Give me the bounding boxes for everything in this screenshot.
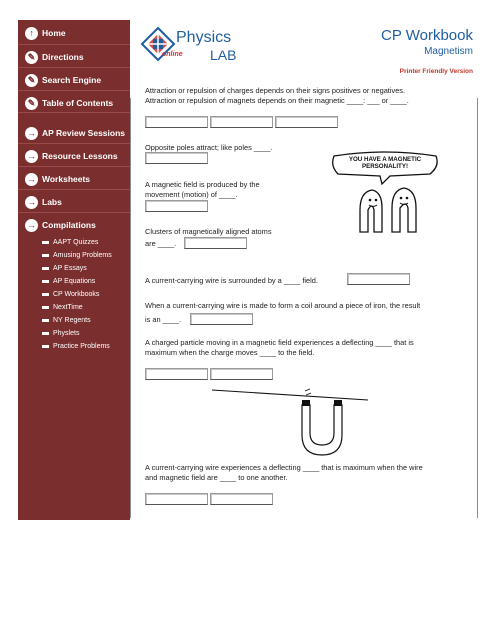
question-1-line-2: Attraction or repulsion of magnets depends on their magnetic ____: ___ or ____.: [145, 96, 409, 105]
nav-divider: [18, 90, 130, 91]
right-arrow-icon: →: [27, 150, 36, 161]
cartoon-speech: YOU HAVE A MAGNETIC PERSONALITY!: [348, 156, 422, 171]
answer-field[interactable]: [210, 116, 273, 128]
answer-field[interactable]: [184, 237, 247, 249]
answer-field[interactable]: [145, 493, 208, 505]
nav-resource-lessons[interactable]: [18, 147, 118, 165]
content-border-right: [477, 98, 478, 518]
nav-divider: [18, 143, 130, 144]
question-4-line-1: Clusters of magnetically aligned atoms: [145, 227, 272, 236]
bullet-icon: [42, 293, 49, 296]
nav-ap-review-sessions-label: AP Review Sessions: [42, 128, 125, 138]
wrench-icon: ✎: [25, 74, 38, 87]
content-border-left: [130, 98, 131, 518]
sub-ap-essays[interactable]: [42, 263, 87, 274]
question-6-line-2: is an ____.: [145, 315, 182, 324]
sub-aapt-quizzes[interactable]: [42, 237, 98, 248]
answer-field[interactable]: [190, 313, 253, 325]
up-arrow-icon: ↑: [25, 27, 38, 40]
nav-divider: [18, 166, 130, 167]
answer-field[interactable]: [145, 368, 208, 380]
answer-field[interactable]: [275, 116, 338, 128]
question-2: Opposite poles attract; like poles ____.: [145, 143, 273, 152]
bullet-icon: [42, 345, 49, 348]
bullet-icon: [42, 306, 49, 309]
question-6-line-1: When a current-carrying wire is made to form a coil around a piece of iron, the result: [145, 301, 421, 310]
nav-labs[interactable]: [18, 193, 62, 211]
sub-nexttime-label: NextTime: [53, 304, 83, 311]
sub-nexttime[interactable]: [42, 302, 83, 313]
logo-emblem-icon: [140, 26, 176, 66]
logo-online-text: online: [162, 51, 183, 58]
nav-search-engine-label: Search Engine: [42, 75, 102, 85]
bullet-icon: [42, 254, 49, 257]
bullet-icon: [42, 332, 49, 335]
answer-field[interactable]: [145, 200, 208, 212]
magnetic-personality-cartoon: [330, 150, 440, 238]
question-8-line-2: and magnetic field are ____ to one another.: [145, 473, 288, 482]
answer-field[interactable]: [210, 368, 273, 380]
logo-lab-text: LAB: [210, 47, 237, 63]
nav-compilations[interactable]: [18, 216, 96, 234]
nav-worksheets-label: Worksheets: [42, 174, 91, 184]
sub-physlets[interactable]: [42, 328, 79, 339]
bullet-icon: [42, 319, 49, 322]
page-subtitle: Magnetism: [424, 46, 473, 57]
right-arrow-icon: →: [27, 219, 36, 230]
physics-lab-logo[interactable]: [140, 26, 280, 66]
question-5: A current-carrying wire is surrounded by a ____ field.: [145, 276, 318, 285]
nav-directions[interactable]: [18, 48, 84, 66]
sub-ny-regents[interactable]: [42, 315, 91, 326]
wrench-icon: ✎: [25, 51, 38, 64]
bullet-icon: [42, 241, 49, 244]
nav-table-of-contents[interactable]: [18, 94, 113, 112]
sub-practice-problems-label: Practice Problems: [53, 343, 110, 350]
sub-physlets-label: Physlets: [53, 330, 80, 337]
nav-worksheets[interactable]: [18, 170, 90, 188]
question-3-line-2: movement (motion) of ____.: [145, 190, 238, 199]
sub-ap-equations-label: AP Equations: [53, 278, 96, 285]
horseshoe-magnet-drawing: [210, 385, 370, 460]
nav-divider: [18, 189, 130, 190]
nav-divider: [18, 212, 130, 213]
nav-compilations-label: Compilations: [42, 220, 96, 230]
sub-ap-essays-label: AP Essays: [53, 265, 87, 272]
sub-cp-workbooks-label: CP Workbooks: [53, 291, 100, 298]
nav-search-engine[interactable]: [18, 71, 101, 89]
nav-divider: [18, 44, 130, 45]
sub-cp-workbooks[interactable]: [42, 289, 99, 300]
nav-table-of-contents-label: Table of Contents: [42, 98, 114, 108]
sidebar-nav: [18, 20, 130, 520]
sub-ap-equations[interactable]: [42, 276, 95, 287]
nav-ap-review-sessions[interactable]: [18, 124, 125, 142]
answer-field[interactable]: [145, 152, 208, 164]
answer-field[interactable]: [210, 493, 273, 505]
question-4-line-2: are ____.: [145, 239, 177, 248]
sub-ny-regents-label: NY Regents: [53, 317, 91, 324]
sub-practice-problems[interactable]: [42, 341, 110, 352]
question-7-line-2: maximum when the charge moves ____ to the field.: [145, 348, 315, 357]
nav-home[interactable]: [18, 24, 66, 42]
nav-home-label: Home: [42, 28, 66, 38]
bullet-icon: [42, 280, 49, 283]
nav-directions-label: Directions: [42, 52, 84, 62]
sub-amusing-problems[interactable]: [42, 250, 112, 261]
question-1-line-1: Attraction or repulsion of charges depends on their signs positives or negatives.: [145, 86, 406, 95]
printer-friendly-link[interactable]: Printer Friendly Version: [399, 68, 473, 75]
answer-field[interactable]: [145, 116, 208, 128]
bullet-icon: [42, 267, 49, 270]
wrench-icon: ✎: [25, 97, 38, 110]
question-3-line-1: A magnetic field is produced by the: [145, 180, 260, 189]
right-arrow-icon: →: [27, 127, 36, 138]
nav-labs-label: Labs: [42, 197, 62, 207]
answer-field[interactable]: [347, 273, 410, 285]
sub-aapt-quizzes-label: AAPT Quizzes: [53, 239, 99, 246]
question-7-line-1: A charged particle moving in a magnetic field experiences a deflecting ____ that is: [145, 338, 414, 347]
nav-resource-lessons-label: Resource Lessons: [42, 151, 118, 161]
sub-amusing-problems-label: Amusing Problems: [53, 252, 112, 259]
right-arrow-icon: →: [27, 196, 36, 207]
logo-physics-text: Physics: [176, 29, 232, 46]
nav-divider: [18, 112, 130, 113]
question-8-line-1: A current-carrying wire experiences a deflecting ____ that is maximum when the wire: [145, 463, 423, 472]
right-arrow-icon: →: [27, 173, 36, 184]
page-title: CP Workbook: [381, 27, 473, 44]
nav-divider: [18, 67, 130, 68]
